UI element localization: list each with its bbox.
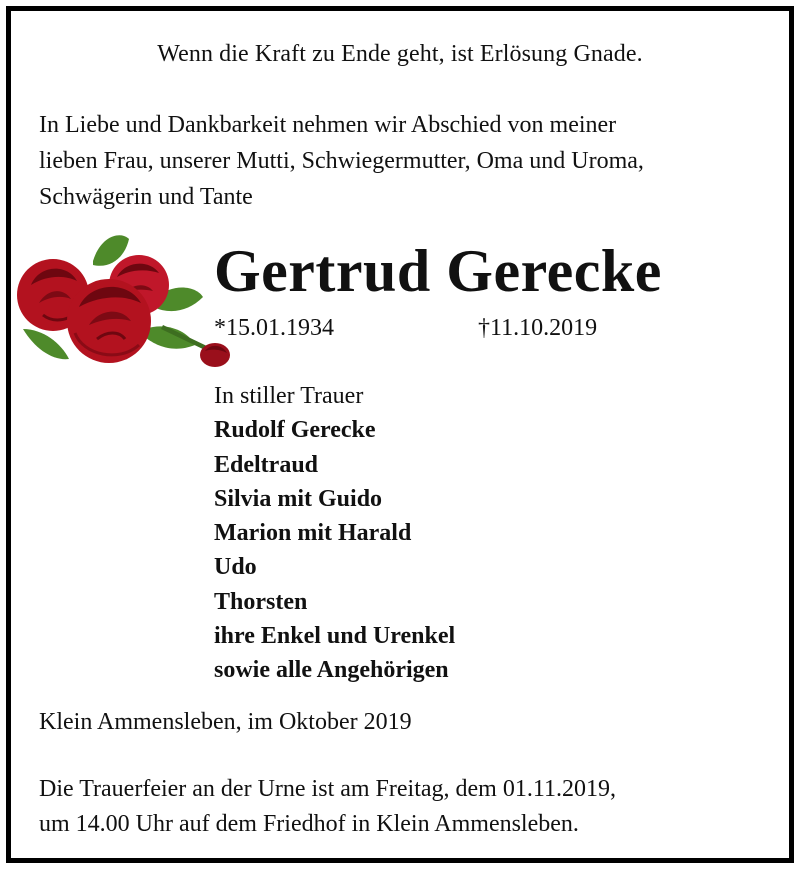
rose-bud (200, 343, 230, 367)
mourner-item: Marion mit Harald (214, 520, 412, 547)
death-date: †11.10.2019 (478, 315, 598, 341)
rose-front (67, 279, 151, 363)
mourner-item: Rudolf Gerecke (214, 417, 376, 444)
mourners-list (214, 413, 455, 687)
birth-date: *15.01.1934 (214, 315, 334, 341)
mourner-item: Edeltraud (214, 451, 319, 478)
ceremony-line: Die Trauerfeier an der Urne ist am Freitag, dem 01.11.2019, (39, 776, 616, 802)
mourner-item: Silvia mit Guido (214, 485, 383, 512)
ceremony-line: um 14.00 Uhr auf dem Friedhof in Klein Ammensleben. (39, 811, 579, 837)
intro-line: lieben Frau, unserer Mutti, Schwiegermutter, Oma und Uroma, (39, 148, 644, 174)
mourner-item: ihre Enkel und Urenkel (214, 623, 456, 650)
mourning-intro: In stiller Trauer (214, 383, 364, 409)
mourners-block (214, 379, 455, 688)
life-dates (214, 315, 598, 342)
mourner-item: sowie alle Angehörigen (214, 657, 449, 684)
mourner-item: Thorsten (214, 588, 308, 615)
mourner-item: Udo (214, 554, 257, 581)
intro-line: Schwägerin und Tante (39, 184, 253, 210)
deceased-name: Gertrud Gerecke (214, 238, 662, 304)
place-date: Klein Ammensleben, im Oktober 2019 (39, 709, 412, 735)
motto-line: Wenn die Kraft zu Ende geht, ist Erlösung Gnade. (157, 41, 643, 67)
intro-line: In Liebe und Dankbarkeit nehmen wir Abschied von meiner (39, 112, 617, 138)
intro-paragraph (39, 107, 775, 215)
ceremony-info (39, 772, 769, 842)
obituary-frame (6, 6, 794, 863)
red-roses-icon (13, 229, 233, 379)
